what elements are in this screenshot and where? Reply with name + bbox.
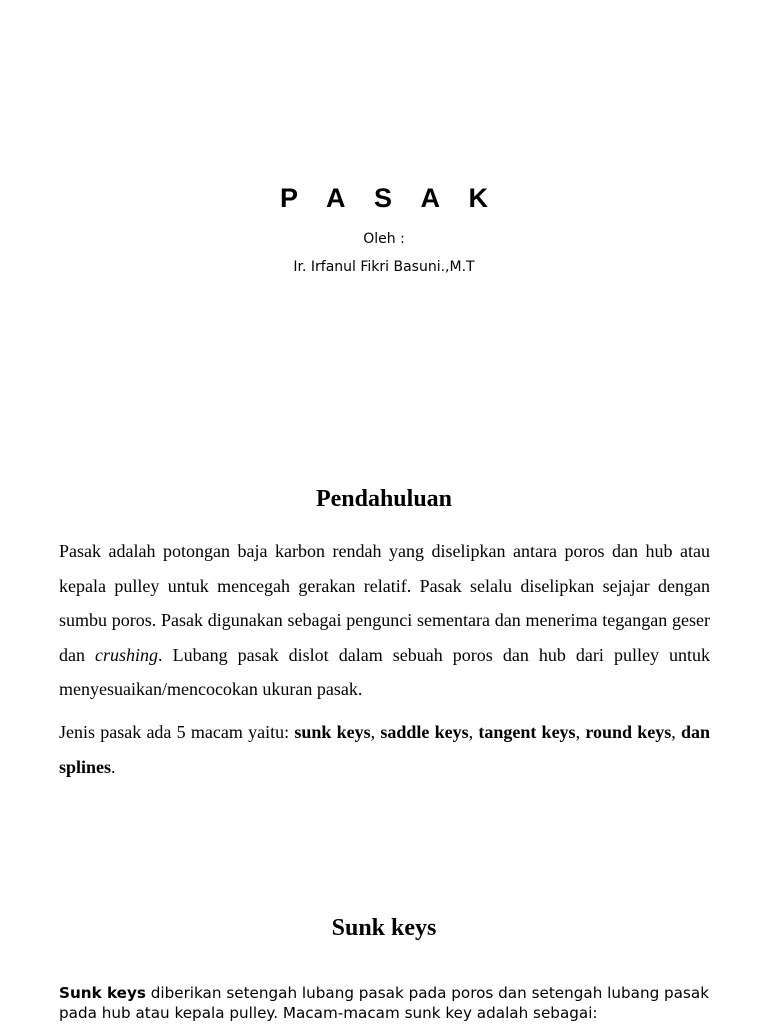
key-type-sunk: sunk keys [294,722,371,742]
period: . [111,756,116,777]
byline-label: Oleh : [363,231,405,247]
intro-paragraph-1 [59,534,710,707]
section-heading-sunk-keys: Sunk keys [331,915,437,941]
intro-p1-text-b: . Lubang pasak dislot dalam sebuah poros dan hub dari pulley untuk menyesuaikan/mencocokan ukuran pasak. [59,644,710,700]
intro-p2-lead: Jenis pasak ada 5 macam yaitu: [59,722,295,742]
key-type-splines: dan splines [59,722,711,777]
intro-p1-italic-term: crushing [95,644,159,665]
sunk-keys-paragraph [59,983,719,1023]
sunk-keys-text: diberikan setengah lubang pasak pada poros dan setengah lubang pasak pada hub atau kepala pulley. Macam-macam sunk key adalah sebagai: [59,984,709,1022]
separator: , [468,722,479,742]
separator: , [370,722,381,742]
key-type-tangent: tangent keys [478,722,576,742]
intro-paragraph-2 [59,715,710,784]
separator: , [575,722,586,742]
section-heading-pendahuluan: Pendahuluan [315,486,453,512]
sunk-keys-term: Sunk keys [59,984,146,1002]
key-type-saddle: saddle keys [380,722,469,742]
document-title: P A S A K [279,183,500,213]
author-name: Ir. Irfanul Fikri Basuni.,M.T [293,259,475,275]
intro-p1-text-a: Pasak adalah potongan baja karbon rendah yang diselipkan antara poros dan hub atau kepala pulley untuk mencegah gerakan relatif. Pasak selalu diselipkan sejajar dengan sumbu poros. Pasak digunakan sebagai pengunci sementara dan menerima tegangan geser dan [59,541,710,665]
separator: , [671,722,681,742]
key-type-round: round keys [585,722,672,742]
